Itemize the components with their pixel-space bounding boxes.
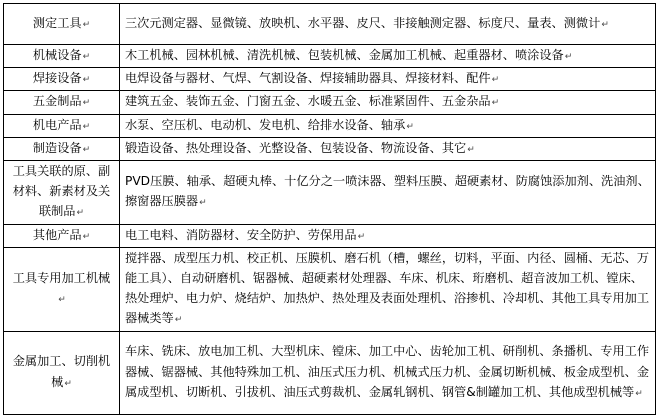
items-cell [120,331,656,414]
category-cell [4,137,120,160]
category-cell [4,247,120,331]
category-label: 工具专用加工机械 [12,271,111,286]
category-label: 测定工具 [32,15,82,30]
items-text: 电工电料、消防器材、安全防护、劳保用品 [125,227,357,242]
paragraph-mark-icon: ↵ [467,144,475,155]
table-row [4,68,656,91]
paragraph-mark-icon: ↵ [82,144,91,155]
items-text: PVD压膜、轴承、超硬丸棒、十亿分之一喷沫器、塑料压膜、超硬素材、防腐蚀添加剂、洗油剂、擦窗器压膜器 [125,174,650,209]
items-cell [120,247,656,331]
items-cell [120,161,656,225]
table-row [4,247,656,331]
paragraph-mark-icon: ↵ [199,198,207,209]
items-cell [120,224,656,247]
items-cell [120,45,656,68]
items-cell [120,68,656,91]
paragraph-mark-icon: ↵ [635,388,643,399]
category-label: 制造设备 [32,140,82,155]
items-text: 电焊设备与器材、气焊、气割设备、焊接辅助器具、焊接材料、配件 [125,71,491,86]
paragraph-mark-icon: ↵ [491,75,500,86]
category-label: 焊接设备 [32,71,82,86]
category-cell [4,331,120,414]
paragraph-mark-icon: ↵ [82,75,91,86]
table-row [4,224,656,247]
table-row [4,91,656,114]
items-text: 水泵、空压机、电动机、发电机、给排水设备、轴承 [125,117,406,132]
paragraph-mark-icon: ↵ [82,121,91,132]
items-cell [120,114,656,137]
paragraph-mark-icon: ↵ [491,98,500,109]
paragraph-mark-icon: ↵ [64,378,72,389]
product-category-table [3,3,656,415]
items-text: 锻造设备、热处理设备、光整设备、包装设备、物流设备、其它 [125,140,467,155]
table-row [4,4,656,45]
paragraph-mark-icon: ↵ [82,231,91,242]
items-text: 车床、铣床、放电加工机、大型机床、镗床、加工中心、齿轮加工机、研削机、条播机、专用工作器械、锯器械、其他特殊加工机、油压式压力机、机械式压力机、金属切断机械、板金成型机、金属成型机、切断机、引拔机、油压式剪裁机、金属轧钢机、钢管&制罐加工机、其他成型机械等 [125,344,650,399]
table-row [4,331,656,414]
paragraph-mark-icon: ↵ [564,52,573,62]
category-label: 金属加工、切削机械 [12,354,111,389]
paragraph-mark-icon: ↵ [406,121,414,132]
category-cell [4,161,120,225]
category-label: 机械设备 [32,48,82,62]
paragraph-mark-icon: ↵ [58,295,66,306]
paragraph-mark-icon: ↵ [174,315,183,326]
items-text: 三次元测定器、显微镜、放映机、水平器、皮尺、非接触测定器、标度尺、量表、测微计 [125,15,601,30]
paragraph-mark-icon: ↵ [82,52,91,62]
category-cell [4,224,120,247]
table-row [4,137,656,160]
items-text: 建筑五金、装饰五金、门窗五金、水暖五金、标准紧固件、五金杂品 [125,94,491,109]
items-cell [120,137,656,160]
category-label: 机电产品 [32,117,82,132]
items-text: 搅拌器、成型压力机、校正机、压膜机、磨石机（槽，螺丝，切料，平面、内径、圆桶、无芯、万能工具）、自动研磨机、锯器械、超硬素材处理器、车床、机床、珩磨机、超音波加工机、镗床、热处理炉、电力炉、烧结炉、加热炉、热处理及表面处理机、浴掺机、冷却机、其他工具专用加工器械类等 [125,250,650,326]
table-row [4,161,656,225]
items-cell [120,4,656,45]
table-row [4,114,656,137]
items-text: 木工机械、园林机械、清洗机械、包装机械、金属加工机械、起重器材、喷涂设备 [125,48,564,62]
category-cell [4,68,120,91]
category-cell [4,91,120,114]
paragraph-mark-icon: ↵ [357,231,366,242]
category-label: 工具关联的原、副材料、新素材及关联制品 [12,164,111,219]
paragraph-mark-icon: ↵ [82,98,91,109]
category-label: 其他产品 [32,227,82,242]
paragraph-mark-icon: ↵ [76,208,85,219]
items-cell [120,91,656,114]
paragraph-mark-icon: ↵ [601,19,609,30]
category-cell [4,45,120,68]
category-cell [4,4,120,45]
paragraph-mark-icon: ↵ [82,19,91,30]
category-cell [4,114,120,137]
category-label: 五金制品 [32,94,82,109]
table-row [4,45,656,68]
